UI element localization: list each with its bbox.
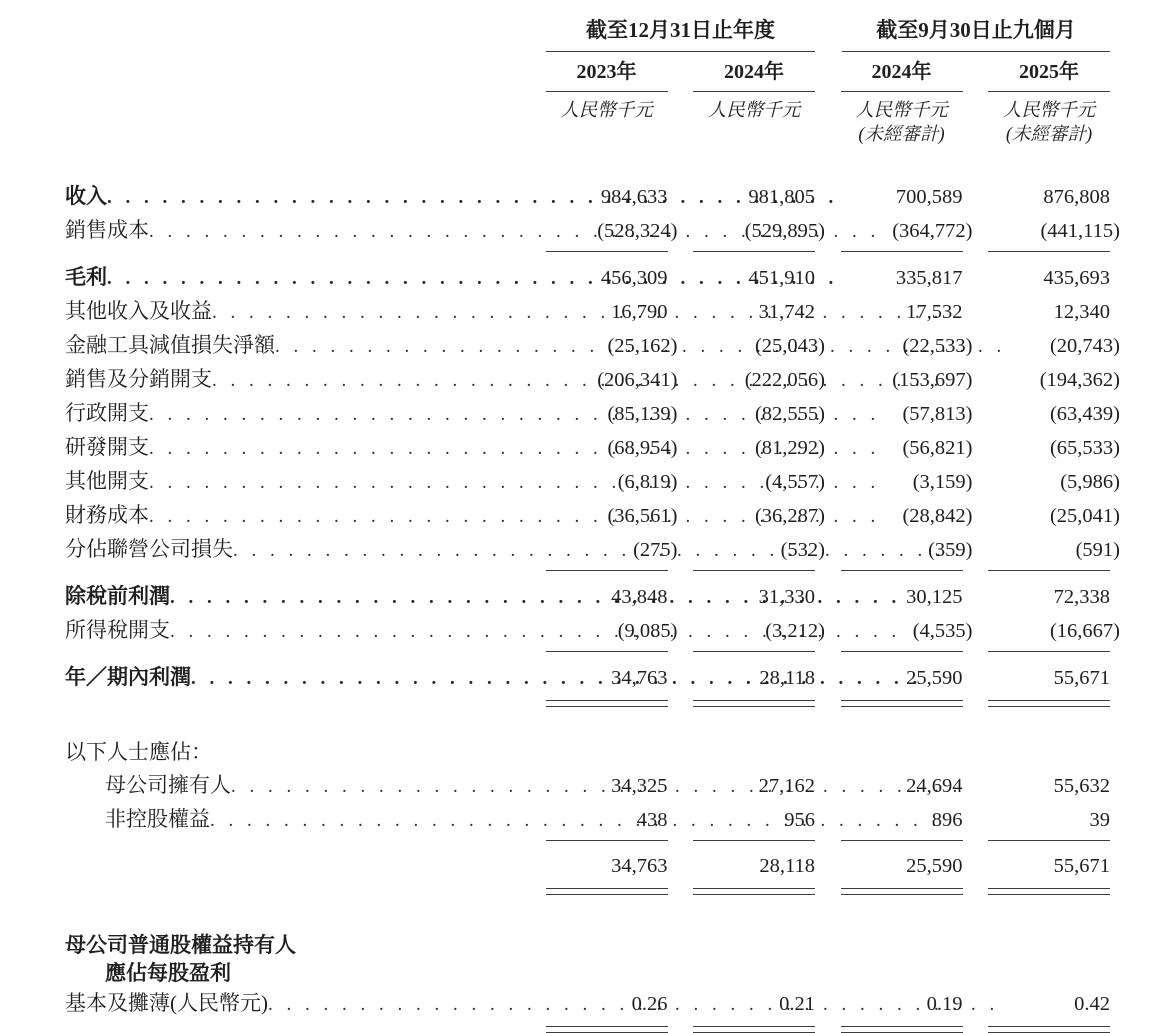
value-cell: (4,557) xyxy=(765,471,825,493)
row-label-cell xyxy=(65,580,520,614)
year-label: 2024年 xyxy=(841,59,963,92)
value-column xyxy=(668,181,816,214)
value-column xyxy=(815,330,973,363)
table-row xyxy=(65,959,1110,987)
table-row xyxy=(65,931,1110,959)
value-column xyxy=(520,988,668,1027)
value-column xyxy=(963,500,1120,533)
value-cell: (9,085) xyxy=(617,620,678,642)
value-cell: 876,808 xyxy=(1043,186,1110,208)
value-cell: (222,056) xyxy=(744,369,825,391)
row-label: 非控股權益 xyxy=(105,807,210,831)
value-cell: (5,986) xyxy=(1060,471,1120,493)
value-column xyxy=(963,534,1120,571)
row-label: 應佔每股盈利 xyxy=(105,961,231,985)
header-label-spacer xyxy=(65,16,520,52)
value-cell: (359) xyxy=(928,539,973,561)
value-column xyxy=(520,364,678,397)
row-label: 毛利 xyxy=(65,265,107,289)
value-cell: (441,115) xyxy=(1040,220,1120,242)
value-cell: (36,287) xyxy=(754,505,825,527)
table-row xyxy=(65,580,1110,614)
value-column xyxy=(668,534,825,571)
value-cell: 34,763 xyxy=(611,667,668,689)
row-label-cell xyxy=(65,661,520,695)
value-column xyxy=(815,581,963,614)
value-column xyxy=(668,581,816,614)
value-cell: (6,819) xyxy=(617,471,678,493)
unit-label: 人民幣千元 xyxy=(1002,101,1096,121)
row-label: 研發開支 xyxy=(65,435,149,459)
value-cell: (68,954) xyxy=(607,437,678,459)
value-column xyxy=(668,262,816,295)
value-column xyxy=(520,500,678,533)
row-label-cell xyxy=(65,295,520,329)
value-cell: (82,555) xyxy=(754,403,825,425)
row-label-cell xyxy=(65,363,520,397)
value-cell: 438 xyxy=(636,809,668,831)
value-cell: (528,324) xyxy=(597,220,678,242)
table-row xyxy=(65,465,1120,499)
value-cell: (57,813) xyxy=(902,403,973,425)
value-column xyxy=(668,398,825,431)
value-cell: (16,667) xyxy=(1049,620,1120,642)
value-column xyxy=(815,615,973,652)
value-cell: 0.26 xyxy=(631,993,668,1015)
value-column xyxy=(815,398,973,431)
value-column xyxy=(815,262,963,295)
row-label-cell xyxy=(65,397,520,431)
table-row xyxy=(65,987,1110,1027)
col-group-title: 截至9月30日止九個月 xyxy=(842,16,1110,52)
value-column xyxy=(815,296,963,329)
value-column xyxy=(520,330,678,363)
col-group-title: 截至12月31日止年度 xyxy=(546,16,815,52)
value-cell: 984,633 xyxy=(600,186,668,208)
table-row xyxy=(65,363,1120,397)
value-cell: (56,821) xyxy=(902,437,973,459)
value-column xyxy=(815,432,973,465)
value-column xyxy=(520,850,668,889)
row-label-cell xyxy=(65,931,520,959)
value-cell: (85,139) xyxy=(607,403,678,425)
value-cell: 30,125 xyxy=(906,586,963,608)
table-header-units xyxy=(65,99,1110,147)
value-cell: (4,535) xyxy=(912,620,973,642)
value-cell: (25,041) xyxy=(1049,505,1120,527)
table-row xyxy=(65,736,1110,769)
value-cell: (36,561) xyxy=(607,505,678,527)
value-column xyxy=(963,466,1120,499)
row-label-cell xyxy=(65,769,520,803)
value-column xyxy=(963,850,1111,889)
row-label-cell xyxy=(65,803,520,837)
year-label: 2024年 xyxy=(693,59,815,92)
row-label: 金融工具減值損失淨額 xyxy=(65,333,275,357)
value-column xyxy=(963,330,1120,363)
value-column xyxy=(520,262,668,295)
table-header-years xyxy=(65,59,1110,92)
value-cell: 34,325 xyxy=(611,775,668,797)
value-column xyxy=(668,804,816,841)
value-cell: 25,590 xyxy=(906,667,963,689)
row-label: 母公司擁有人 xyxy=(105,773,231,797)
value-column xyxy=(815,804,963,841)
value-cell: 700,589 xyxy=(895,186,963,208)
unit-label: 人民幣千元 xyxy=(707,101,801,121)
col-group-nine-months xyxy=(815,16,1110,52)
value-column xyxy=(815,988,963,1027)
value-cell: (20,743) xyxy=(1049,335,1120,357)
row-label: 其他開支 xyxy=(65,469,149,493)
row-label-cell xyxy=(65,180,520,214)
row-label-cell xyxy=(65,431,520,465)
table-row xyxy=(65,769,1110,803)
value-column xyxy=(668,432,825,465)
table-header-groups xyxy=(65,16,1110,52)
value-column xyxy=(963,398,1120,431)
value-cell: 31,742 xyxy=(758,301,815,323)
value-column xyxy=(963,181,1111,214)
value-cell: 31,330 xyxy=(758,586,815,608)
row-label: 所得稅開支 xyxy=(65,618,170,642)
row-label: 其他收入及收益 xyxy=(65,299,212,323)
value-column xyxy=(668,215,825,252)
table-row xyxy=(65,499,1120,533)
value-cell: 451,910 xyxy=(748,267,815,289)
row-label: 以下人士應佔： xyxy=(65,740,212,764)
value-column xyxy=(815,850,963,889)
value-column xyxy=(963,988,1111,1027)
value-cell: 0.21 xyxy=(779,993,815,1015)
value-cell: (153,697) xyxy=(892,369,973,391)
value-cell: (591) xyxy=(1075,539,1120,561)
row-label-cell xyxy=(65,614,520,648)
row-label-cell xyxy=(65,959,520,987)
value-cell: 27,162 xyxy=(758,775,815,797)
value-cell: 981,805 xyxy=(748,186,815,208)
value-cell: 956 xyxy=(784,809,815,831)
value-cell: (3,159) xyxy=(912,471,973,493)
row-label: 分佔聯營公司損失 xyxy=(65,537,233,561)
unaudited-note: (未經審計) xyxy=(858,125,945,145)
value-cell: (25,162) xyxy=(607,335,678,357)
value-column xyxy=(963,262,1111,295)
value-cell: 17,532 xyxy=(906,301,963,323)
table-row xyxy=(65,614,1120,652)
value-column xyxy=(520,615,678,652)
value-column xyxy=(520,296,668,329)
value-column xyxy=(963,804,1111,841)
value-column xyxy=(668,615,825,652)
row-label: 銷售及分銷開支 xyxy=(65,367,212,391)
value-column xyxy=(520,581,668,614)
value-cell: 55,632 xyxy=(1053,775,1110,797)
value-cell: 0.42 xyxy=(1074,993,1110,1015)
header-label-spacer xyxy=(65,99,520,147)
table-row xyxy=(65,661,1110,701)
value-column xyxy=(963,432,1120,465)
unit-label: 人民幣千元 xyxy=(560,101,653,121)
year-label: 2025年 xyxy=(988,59,1110,92)
value-cell: 896 xyxy=(931,809,963,831)
value-cell: 72,338 xyxy=(1053,586,1110,608)
value-cell: 335,817 xyxy=(895,267,963,289)
value-cell: 16,790 xyxy=(611,301,668,323)
row-label-cell xyxy=(65,987,520,1021)
value-column xyxy=(815,500,973,533)
value-cell: (206,341) xyxy=(597,369,678,391)
row-label-cell xyxy=(65,214,520,248)
row-label: 年／期內利潤 xyxy=(65,665,191,689)
table-row xyxy=(65,329,1120,363)
value-column xyxy=(963,296,1111,329)
row-label: 收入 xyxy=(65,184,107,208)
value-column xyxy=(815,662,963,701)
value-cell: 34,763 xyxy=(611,855,668,877)
value-column xyxy=(668,770,816,803)
value-column xyxy=(815,215,973,252)
table-row xyxy=(65,533,1120,571)
value-column xyxy=(668,662,816,701)
value-column xyxy=(520,432,678,465)
table-row xyxy=(65,295,1110,329)
value-column xyxy=(815,534,973,571)
value-column xyxy=(520,181,668,214)
value-column xyxy=(815,466,973,499)
value-column xyxy=(668,850,816,889)
unit-label: 人民幣千元 xyxy=(855,101,948,121)
row-label-cell xyxy=(65,499,520,533)
value-column xyxy=(963,770,1111,803)
value-cell: (63,439) xyxy=(1049,403,1120,425)
row-label-cell xyxy=(65,261,520,295)
value-cell: 12,340 xyxy=(1053,301,1110,323)
value-cell: 28,118 xyxy=(759,855,815,877)
row-label: 基本及攤薄(人民幣元) xyxy=(65,991,268,1015)
row-label: 行政開支 xyxy=(65,401,149,425)
value-cell: 435,693 xyxy=(1043,267,1110,289)
row-label-cell xyxy=(65,329,520,363)
value-cell: 24,694 xyxy=(906,775,963,797)
value-column xyxy=(815,181,963,214)
table-row xyxy=(65,261,1110,295)
table-row xyxy=(65,397,1120,431)
header-label-spacer xyxy=(65,59,520,92)
row-label-cell xyxy=(65,736,520,769)
value-column xyxy=(668,330,825,363)
value-cell: (25,043) xyxy=(754,335,825,357)
value-column xyxy=(520,804,668,841)
row-label: 財務成本 xyxy=(65,503,149,527)
value-cell: 55,671 xyxy=(1053,667,1110,689)
table-row xyxy=(65,850,1110,889)
value-column xyxy=(520,215,678,252)
table-row xyxy=(65,214,1120,252)
value-cell: 39 xyxy=(1089,809,1110,831)
row-label: 除稅前利潤 xyxy=(65,584,170,608)
value-column xyxy=(668,500,825,533)
value-column xyxy=(963,615,1120,652)
value-column xyxy=(668,296,816,329)
value-column xyxy=(963,581,1111,614)
value-cell: (194,362) xyxy=(1039,369,1120,391)
value-column xyxy=(668,466,825,499)
value-cell: 43,848 xyxy=(611,586,668,608)
value-column xyxy=(520,466,678,499)
value-cell: (529,895) xyxy=(744,220,825,242)
table-row xyxy=(65,803,1110,841)
spacer-row xyxy=(65,904,1110,931)
spacer-row xyxy=(65,716,1110,736)
year-label: 2023年 xyxy=(546,59,668,92)
col-group-year-ended xyxy=(520,16,815,52)
value-cell: 55,671 xyxy=(1053,855,1110,877)
table-row xyxy=(65,180,1110,214)
value-cell: (364,772) xyxy=(892,220,973,242)
table-body xyxy=(65,180,1120,1027)
value-cell: (3,212) xyxy=(765,620,825,642)
value-cell: (65,533) xyxy=(1049,437,1120,459)
table-row xyxy=(65,431,1120,465)
value-cell: 28,118 xyxy=(759,667,815,689)
value-cell: (28,842) xyxy=(902,505,973,527)
row-label: 母公司普通股權益持有人 xyxy=(65,933,296,957)
value-column xyxy=(520,398,678,431)
value-column xyxy=(520,534,678,571)
row-label-cell xyxy=(65,465,520,499)
row-label-cell xyxy=(65,533,520,567)
value-column xyxy=(668,364,825,397)
value-column xyxy=(815,770,963,803)
value-cell: 0.19 xyxy=(926,993,963,1015)
value-column xyxy=(963,662,1111,701)
value-cell: 25,590 xyxy=(906,855,963,877)
value-cell: (22,533) xyxy=(902,335,973,357)
value-column xyxy=(520,662,668,701)
value-column xyxy=(815,364,973,397)
value-cell: (532) xyxy=(780,539,825,561)
value-cell: (275) xyxy=(633,539,678,561)
value-column xyxy=(668,988,816,1027)
value-column xyxy=(963,215,1120,252)
value-cell: 456,309 xyxy=(600,267,668,289)
value-column xyxy=(963,364,1120,397)
row-label: 銷售成本 xyxy=(65,218,149,242)
value-column xyxy=(520,770,668,803)
value-cell: (81,292) xyxy=(754,437,825,459)
unaudited-note: (未經審計) xyxy=(1005,125,1093,145)
